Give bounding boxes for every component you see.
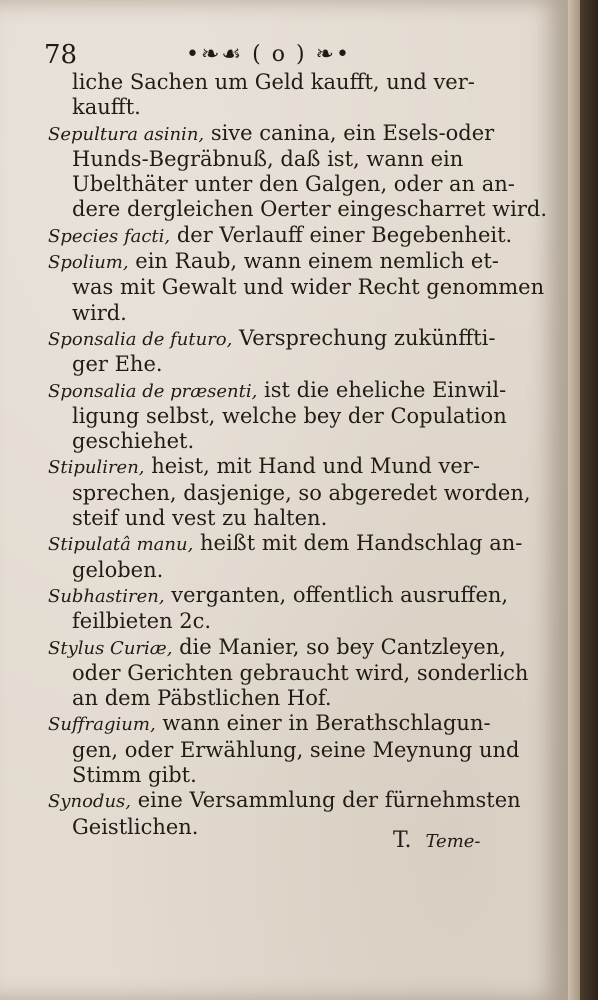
- glossary-entry: [48, 249, 545, 326]
- entry-term: Species facti,: [48, 225, 171, 247]
- entry-term: Spolium,: [48, 252, 129, 274]
- entry-line: [48, 635, 518, 661]
- entry-line: [48, 197, 547, 222]
- glossary-entry: [48, 634, 529, 712]
- entry-text: wann einer in Berathschlagun-: [155, 711, 491, 736]
- entry-line: [48, 249, 518, 275]
- entry-line: [48, 531, 523, 557]
- entry-text: ist die eheliche Einwil-: [257, 377, 507, 402]
- entry-line: [48, 763, 518, 788]
- entry-line: [48, 429, 518, 454]
- page-header: [44, 40, 504, 74]
- entry-text: wird.: [72, 300, 127, 325]
- entry-term: Synodus,: [48, 791, 132, 813]
- entry-text: sive canina, ein Esels-oder: [204, 120, 495, 145]
- entry-text: eine Versammlung der fürnehmsten: [131, 788, 521, 813]
- glossary-entry: [48, 711, 518, 788]
- entry-text: gen, oder Erwählung, seine Meynung und: [72, 737, 520, 762]
- entry-text: geloben.: [72, 557, 164, 582]
- entry-line: [48, 480, 531, 506]
- entry-line: [48, 454, 518, 480]
- entry-term: Sponsalia de futuro,: [48, 328, 233, 350]
- entry-line: [48, 404, 518, 429]
- entry-term: Sponsalia de præsenti,: [48, 380, 258, 402]
- entry-term: Sepultura asinin,: [48, 123, 205, 145]
- glossary-entry: [48, 454, 531, 531]
- book-spine-shadow: [580, 0, 598, 1000]
- entry-line: [48, 326, 518, 352]
- entry-text: oder Gerichten gebraucht wird, sonderlich: [72, 660, 529, 685]
- entry-text: steif und vest zu halten.: [72, 506, 328, 531]
- entry-line: [48, 506, 518, 531]
- entry-text: geschiehet.: [72, 429, 195, 454]
- entry-line: [48, 121, 518, 147]
- entry-line: [48, 223, 518, 249]
- entry-text: liche Sachen um Geld kaufft, und ver-: [72, 70, 475, 94]
- entry-line: [48, 172, 518, 197]
- entry-text: was mit Gewalt und wider Recht genommen: [72, 275, 545, 300]
- glossary-entry: [48, 120, 547, 223]
- entry-text: Geistlichen.: [72, 814, 199, 839]
- glossary-entry: [48, 223, 518, 249]
- entry-text: Ubelthäter unter den Galgen, oder an an-: [72, 172, 515, 197]
- entry-line: [48, 738, 518, 763]
- entry-line: [48, 70, 518, 95]
- entry-line: [48, 583, 518, 609]
- entry-text: heißt mit dem Handschlag an-: [193, 531, 523, 556]
- entry-text: Versprechung zukünffti-: [232, 325, 496, 350]
- entry-text: der Verlauff einer Begebenheit.: [170, 222, 513, 247]
- entry-line: [48, 275, 545, 300]
- catchword: [393, 828, 481, 853]
- page-edge: [568, 0, 580, 1000]
- entry-line: [48, 788, 521, 814]
- entry-text: dere dergleichen Oerter eingescharret wird.: [72, 197, 547, 222]
- entry-line: [48, 352, 518, 377]
- glossary-entry: [48, 531, 523, 583]
- entry-line: [48, 301, 518, 326]
- entry-line: [48, 95, 518, 120]
- entry-line: [48, 686, 518, 711]
- running-head-ornament: •❧☙ ( o ) ❧•: [186, 42, 351, 67]
- entry-text: die Manier, so bey Cantzleyen,: [172, 634, 506, 659]
- catchword-letter: T.: [393, 828, 412, 853]
- entry-text: verganten, offentlich ausruffen,: [164, 582, 509, 607]
- entry-line: [48, 558, 518, 583]
- entry-line: [48, 609, 518, 634]
- entry-text: heist, mit Hand und Mund ver-: [144, 454, 480, 479]
- glossary-entry: [48, 583, 518, 635]
- entry-term: Stipulatâ manu,: [48, 534, 194, 556]
- glossary-entry: [48, 378, 518, 455]
- entry-text: ger Ehe.: [72, 352, 163, 377]
- entry-text: ein Raub, wann einem nemlich et-: [128, 249, 499, 274]
- entry-text: an dem Päbstlichen Hof.: [72, 686, 332, 711]
- entry-term: Subhastiren,: [48, 585, 165, 607]
- entry-text: ligung selbst, welche bey der Copulation: [72, 403, 507, 428]
- catchword-word: Teme-: [425, 831, 481, 852]
- entry-line: [48, 711, 518, 737]
- entry-text: Hunds-Begräbnuß, daß ist, wann ein: [72, 146, 464, 171]
- glossary-entry: [48, 326, 518, 378]
- glossary-entry: [48, 70, 518, 121]
- entry-text: feilbieten 2c.: [72, 609, 212, 634]
- entry-line: [48, 378, 518, 404]
- entry-term: Stipuliren,: [48, 457, 145, 479]
- entry-text: sprechen, dasjenige, so abgeredet worden,: [72, 480, 531, 505]
- entry-term: Stylus Curiæ,: [48, 637, 173, 659]
- glossary-entries: [48, 70, 547, 840]
- page-number: 78: [44, 40, 78, 70]
- entry-line: [48, 147, 518, 172]
- entry-text: kaufft.: [72, 95, 141, 120]
- entry-text: Stimm gibt.: [72, 763, 197, 788]
- entry-term: Suffragium,: [48, 714, 156, 736]
- entry-line: [48, 660, 529, 686]
